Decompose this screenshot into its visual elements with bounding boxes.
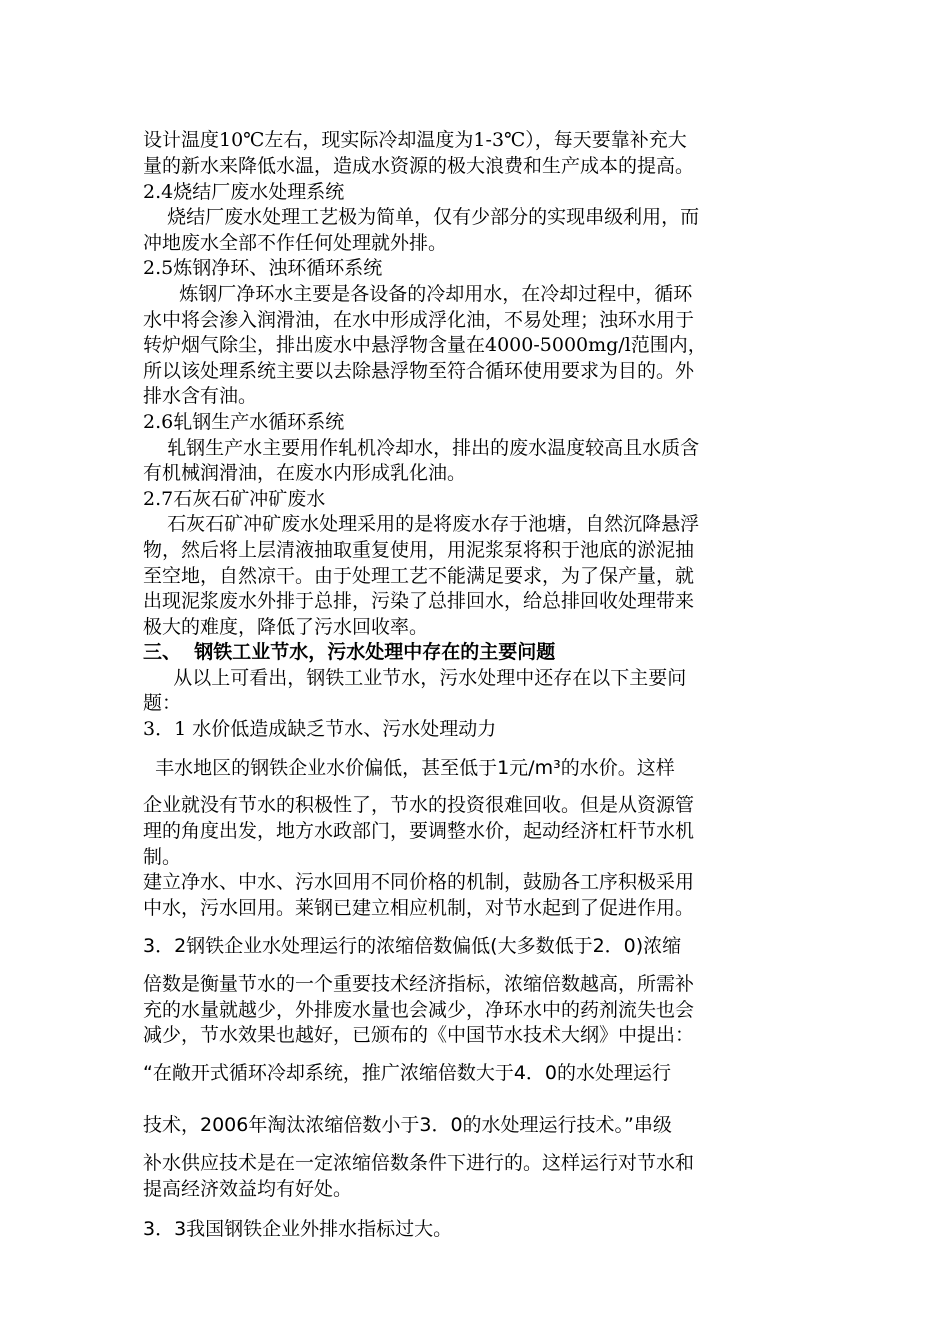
section-heading: 2.6轧钢生产水循环系统 <box>143 411 345 433</box>
section-heading: 3．1 水价低造成缺乏节水、污水处理动力 <box>143 718 497 740</box>
text-line: 企业就没有节水的积极性了，节水的投资很难回收。但是从资源管 <box>143 794 695 816</box>
text-line: 所以该处理系统主要以去除悬浮物至符合循环使用要求为目的。外 <box>143 360 695 382</box>
text-line: 至空地，自然凉干。由于处理工艺不能满足要求，为了保产量，就 <box>143 565 695 587</box>
text-line: 物，然后将上层清液抽取重复使用，用泥浆泵将积于池底的淤泥抽 <box>143 539 695 561</box>
chapter-heading: 三、 钢铁工业节水，污水处理中存在的主要问题 <box>143 641 556 663</box>
text-line: 制。 <box>143 846 182 868</box>
text-line: 理的角度出发，地方水政部门，要调整水价，起动经济杠杆节水机 <box>143 820 695 842</box>
text-line: 设计温度10℃左右，现实际冷却温度为1-3℃），每天要靠补充大 <box>143 129 687 151</box>
text-line: 极大的难度，降低了污水回收率。 <box>143 616 429 638</box>
text-line: 有机械润滑油，在废水内形成乳化油。 <box>143 462 467 484</box>
text-line: 充的水量就越少，外排废水量也会减少，净环水中的药剂流失也会 <box>143 999 695 1021</box>
text-line: “在敞开式循环冷却系统，推广浓缩倍数大于4．0的水处理运行 <box>143 1062 672 1084</box>
text-line: 排水含有油。 <box>143 385 258 407</box>
text-line: 建立净水、中水、污水回用不同价格的机制，鼓励各工序积极采用 <box>143 871 695 893</box>
text-line: 题： <box>143 692 182 714</box>
text-line: 石灰石矿冲矿废水处理采用的是将废水存于池塘，自然沉降悬浮 <box>143 513 700 535</box>
text-line: 烧结厂废水处理工艺极为简单，仅有少部分的实现串级利用，而 <box>143 206 700 228</box>
text-line: 丰水地区的钢铁企业水价偏低，甚至低于1元/m³的水价。这样 <box>143 757 675 779</box>
text-line: 提高经济效益均有好处。 <box>143 1178 353 1200</box>
section-heading: 2.7石灰石矿冲矿废水 <box>143 488 326 510</box>
text-line: 中水，污水回用。莱钢已建立相应机制，对节水起到了促进作用。 <box>143 897 695 919</box>
text-line: 冲地废水全部不作任何处理就外排。 <box>143 232 448 254</box>
text-line: 倍数是衡量节水的一个重要技术经济指标，浓缩倍数越高，所需补 <box>143 973 695 995</box>
text-line: 补水供应技术是在一定浓缩倍数条件下进行的。这样运行对节水和 <box>143 1152 695 1174</box>
text-line: 水中将会渗入润滑油，在水中形成浮化油，不易处理；浊环水用于 <box>143 309 695 331</box>
text-line: 转炉烟气除尘，排出废水中悬浮物含量在4000-5000mg/l范围内， <box>143 334 707 356</box>
text-line: 轧钢生产水主要用作轧机冷却水，排出的废水温度较高且水质含 <box>143 437 700 459</box>
text-line: 技术，2006年淘汰浓缩倍数小于3．0的水处理运行技术。”串级 <box>143 1114 672 1136</box>
text-line: 从以上可看出，钢铁工业节水，污水处理中还存在以下主要问 <box>143 667 687 689</box>
text-line: 出现泥浆废水外排于总排，污染了总排回水，给总排回收处理带来 <box>143 590 695 612</box>
section-heading: 3．2钢铁企业水处理运行的浓缩倍数偏低(大多数低于2．0)浓缩 <box>143 935 682 957</box>
section-heading: 2.5炼钢净环、浊环循环系统 <box>143 257 383 279</box>
section-heading: 2.4烧结厂废水处理系统 <box>143 181 345 203</box>
section-heading: 3．3我国钢铁企业外排水指标过大。 <box>143 1218 453 1240</box>
text-line: 减少，节水效果也越好，已颁布的《中国节水技术大纲》中提出： <box>143 1024 695 1046</box>
text-line: 量的新水来降低水温，造成水资源的极大浪费和生产成本的提高。 <box>143 155 695 177</box>
text-line: 炼钢厂净环水主要是各设备的冷却用水，在冷却过程中，循环 <box>143 283 693 305</box>
